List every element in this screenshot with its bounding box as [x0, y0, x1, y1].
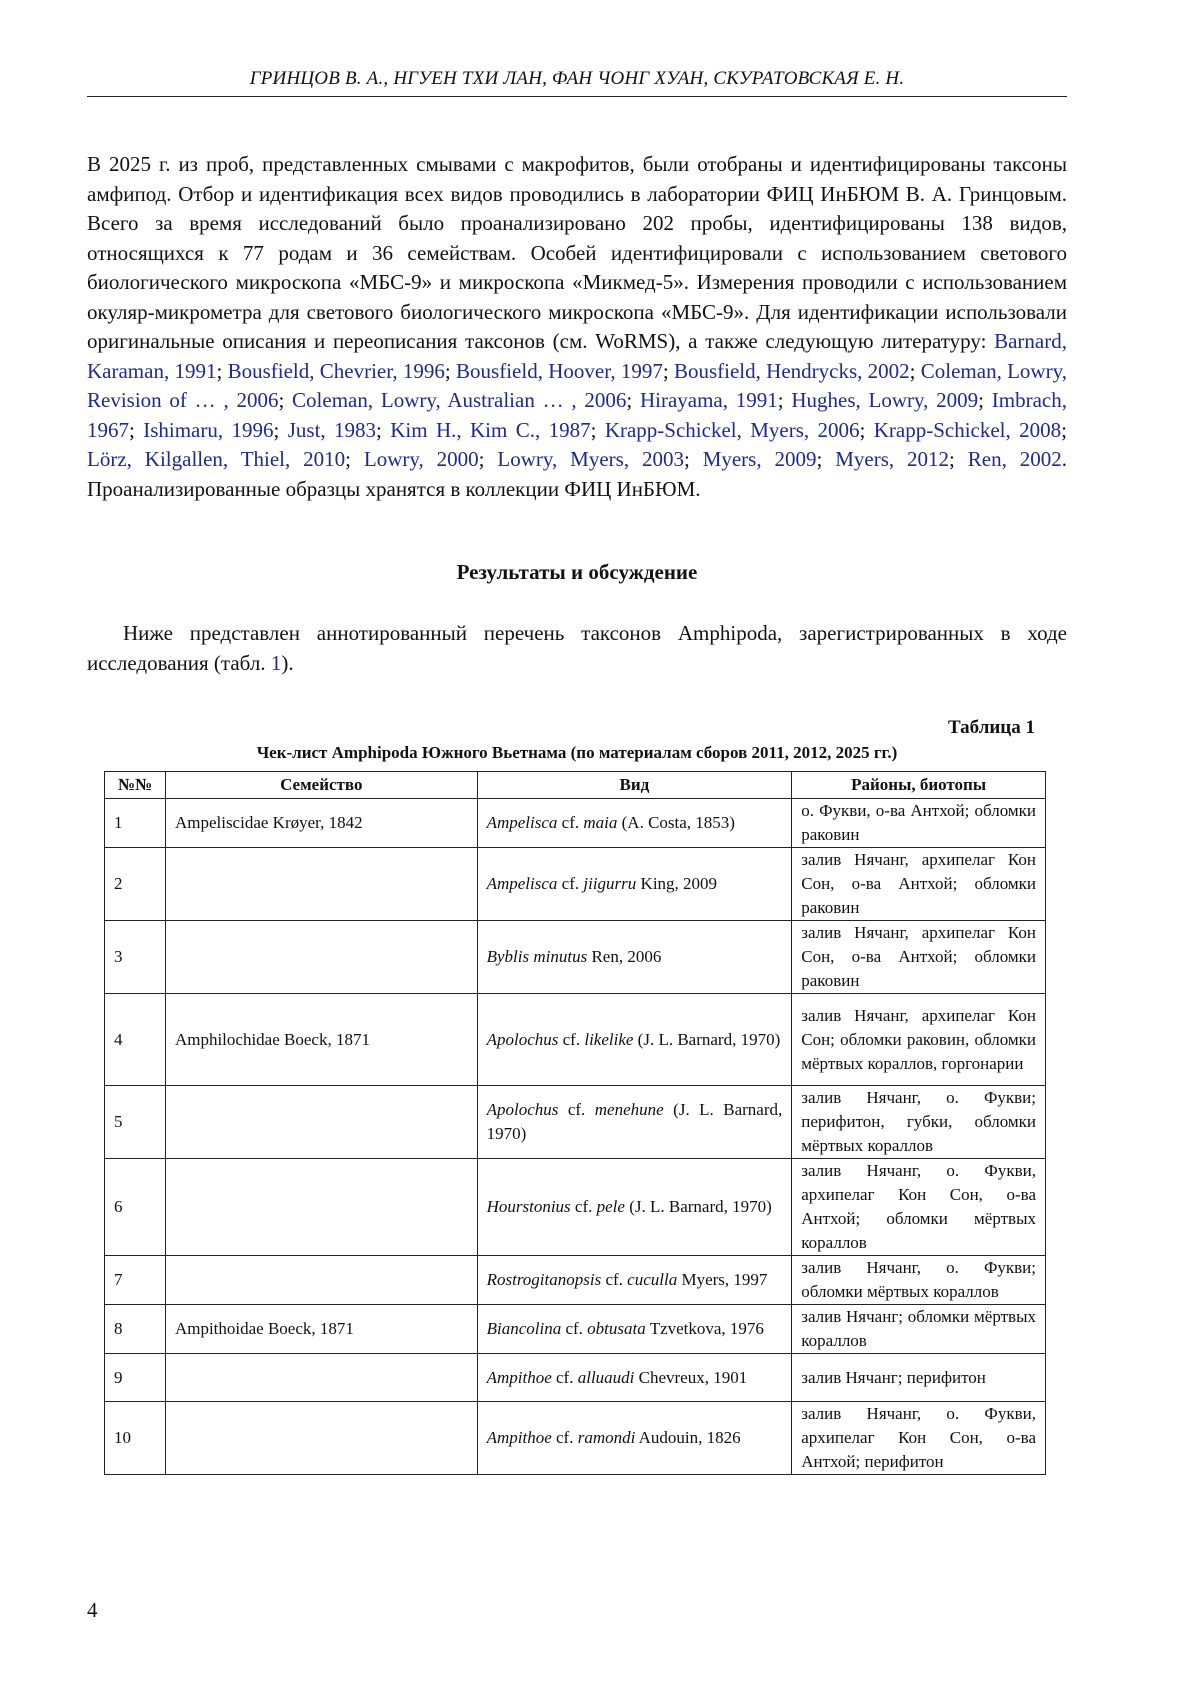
family-cell	[165, 1354, 477, 1402]
species-epithet: pele	[596, 1197, 625, 1216]
reference-link[interactable]: Bousfield, Hoover, 1997	[456, 358, 663, 383]
reference-link[interactable]: Myers, 2012	[835, 447, 950, 471]
area-cell: залив Нячанг; перифитон	[792, 1354, 1046, 1402]
species-cell	[477, 848, 792, 921]
species-cell	[477, 1086, 792, 1159]
species-qualifier: cf.	[561, 813, 580, 832]
species-cell	[477, 1305, 792, 1354]
methods-text-end: . Проанализированные образцы хранятся в коллекции ФИЦ ИнБЮМ.	[87, 447, 1067, 501]
table-row	[105, 1159, 1046, 1256]
reference-link[interactable]: Barnard, Karaman, 1991	[87, 329, 1067, 383]
species-cell	[477, 994, 792, 1086]
species-epithet: ramondi	[577, 1428, 636, 1447]
area-cell: залив Нячанг, архипелаг Кон Сон; обломки раковин, обломки мёртвых кораллов, горгонарии	[792, 994, 1046, 1086]
table-caption: Чек-лист Amphipoda Южного Вьетнама (по материалам сборов 2011, 2012, 2025 гг.)	[256, 743, 898, 762]
reference-separator: ;	[278, 388, 293, 412]
table-header-row	[105, 772, 1046, 799]
species-genus: Hourstonius	[486, 1197, 571, 1216]
species-genus: Apolochus	[486, 1100, 559, 1119]
row-number: 10	[105, 1402, 166, 1475]
row-number: 5	[105, 1086, 166, 1159]
reference-separator: ;	[345, 447, 364, 471]
species-genus: Ampithoe	[486, 1428, 552, 1447]
reference-separator: ;	[816, 447, 836, 471]
reference-separator: ;	[909, 358, 921, 383]
reference-separator: ;	[1061, 417, 1067, 442]
family-cell: Ampithoidae Boeck, 1871	[165, 1305, 477, 1354]
table-row	[105, 799, 1046, 848]
reference-link[interactable]: Ishimaru, 1996	[143, 417, 274, 442]
family-cell	[165, 921, 477, 994]
species-author: Tzvetkova, 1976	[649, 1319, 764, 1338]
row-number: 6	[105, 1159, 166, 1256]
species-epithet: obtusata	[587, 1319, 646, 1338]
methods-text: В 2025 г. из проб, представленных смывами с макрофитов, были отобраны и идентифицированы таксоны амфипод. Отбор и идентификация всех видов проводились в лаборатории ФИЦ ИнБЮМ В. А. Гринцовым. Всего за время исследований было проанализировано 202 пробы, идентифицированы 138 видов, относящихся к 77 родам и 36 семействам. Особей идентифицировали с использованием светового биологического микроскопа «МБС-9» и микроскопа «Микмед-5». Измерения проводили с использованием окуляр-микрометра для светового биологического микроскопа «МБС-9». Для идентификации использовали оригинальные описания и переописания таксонов (см. WoRMS), а также следующую литературу:	[87, 152, 1067, 353]
header-rule	[87, 96, 1067, 97]
reference-separator: ;	[662, 358, 674, 383]
species-author: (J. L. Barnard, 1970)	[629, 1197, 772, 1216]
species-genus: Ampelisca	[486, 874, 558, 893]
reference-link[interactable]: Lörz, Kilgallen, Thiel, 2010	[87, 447, 346, 471]
reference-separator: ;	[444, 358, 457, 383]
reference-separator: ;	[777, 388, 792, 412]
area-cell: залив Нячанг, о. Фукви; обломки мёртвых кораллов	[792, 1256, 1046, 1305]
species-cell	[477, 1354, 792, 1402]
species-epithet: cuculla	[627, 1270, 678, 1289]
row-number: 2	[105, 848, 166, 921]
area-cell: залив Нячанг, о. Фукви; перифитон, губки, обломки мёртвых кораллов	[792, 1086, 1046, 1159]
species-genus: Ampithoe	[486, 1367, 552, 1387]
row-number: 1	[105, 799, 166, 848]
reference-separator: ;	[626, 388, 640, 412]
species-epithet: menehune	[594, 1100, 664, 1119]
species-qualifier: cf.	[574, 1197, 593, 1216]
species-cell	[477, 1159, 792, 1256]
page-number: 4	[87, 1598, 98, 1622]
header-family: Семейство	[165, 772, 477, 799]
table-reference-link[interactable]: 1	[270, 650, 282, 675]
row-number: 3	[105, 921, 166, 994]
table-row	[105, 1305, 1046, 1354]
area-cell: залив Нячанг, архипелаг Кон Сон, о-ва Антхой; обломки раковин	[792, 921, 1046, 994]
reference-link[interactable]: Lowry, 2000	[363, 447, 479, 471]
species-author: Audouin, 1826	[638, 1428, 741, 1447]
reference-link[interactable]: Coleman, Lowry, Revision of … , 2006	[87, 358, 1067, 412]
species-qualifier: cf.	[605, 1270, 623, 1289]
species-epithet: likelike	[584, 1029, 634, 1049]
header-number: №№	[105, 772, 166, 799]
species-genus: Biancolina	[486, 1319, 562, 1338]
reference-separator: ;	[590, 417, 605, 442]
methods-paragraph	[87, 150, 1067, 504]
species-author: Ren, 2006	[591, 947, 662, 966]
results-paragraph	[87, 619, 1067, 678]
reference-link[interactable]: Krapp-Schickel, 2008	[873, 417, 1062, 442]
reference-separator: ;	[376, 417, 391, 442]
header-areas: Районы, биотопы	[792, 772, 1046, 799]
species-cell	[477, 799, 792, 848]
reference-link[interactable]: Hughes, Lowry, 2009	[791, 388, 979, 412]
species-cell	[477, 921, 792, 994]
species-qualifier: cf.	[561, 874, 580, 893]
family-cell	[165, 848, 477, 921]
row-number: 7	[105, 1256, 166, 1305]
reference-link[interactable]: Just, 1983	[287, 417, 377, 442]
species-qualifier: cf.	[556, 1367, 574, 1387]
row-number: 9	[105, 1354, 166, 1402]
header-species: Вид	[477, 772, 792, 799]
species-qualifier: cf.	[567, 1100, 586, 1119]
species-epithet: jiigurru	[583, 874, 637, 893]
species-author: Myers, 1997	[681, 1270, 768, 1289]
reference-link[interactable]: Imbrach, 1967	[87, 388, 1067, 442]
running-header: ГРИНЦОВ В. А., НГУЕН ТХИ ЛАН, ФАН ЧОНГ ХУАН, СКУРАТОВСКАЯ Е. Н.	[249, 68, 905, 89]
species-author: (J. L. Barnard, 1970)	[486, 1100, 783, 1143]
reference-link[interactable]: Lowry, Myers, 2003	[497, 447, 684, 471]
species-qualifier: cf.	[556, 1428, 574, 1447]
species-cell	[477, 1402, 792, 1475]
area-cell: о. Фукви, о-ва Антхой; обломки раковин	[792, 799, 1046, 848]
reference-separator: ;	[216, 358, 228, 383]
reference-link[interactable]: Kim H., Kim C., 1987	[390, 417, 591, 442]
area-cell: залив Нячанг, о. Фукви, архипелаг Кон Сон, о-ва Антхой; обломки мёртвых кораллов	[792, 1159, 1046, 1256]
family-cell	[165, 1256, 477, 1305]
species-epithet: maia	[583, 813, 618, 832]
reference-separator: ;	[978, 388, 992, 412]
reference-link[interactable]: Coleman, Lowry, Australian … , 2006	[292, 388, 627, 412]
row-number: 4	[105, 994, 166, 1086]
species-qualifier: cf.	[565, 1319, 583, 1338]
species-genus: Apolochus	[486, 1029, 559, 1049]
area-cell: залив Нячанг, о. Фукви, архипелаг Кон Сон, о-ва Антхой; перифитон	[792, 1402, 1046, 1475]
checklist-table	[104, 771, 1046, 1475]
reference-link[interactable]: Hirayama, 1991	[639, 388, 778, 412]
table-row	[105, 848, 1046, 921]
species-author: King, 2009	[640, 874, 718, 893]
reference-separator: ;	[273, 417, 288, 442]
results-text: Ниже представлен аннотированный перечень таксонов Amphipoda, зарегистрированных в ходе исследования (табл.	[87, 621, 1067, 675]
family-cell: Ampeliscidae Krøyer, 1842	[165, 799, 477, 848]
reference-link[interactable]: Krapp-Schickel, Myers, 2006	[604, 417, 860, 442]
species-author: Chevreux, 1901	[638, 1367, 748, 1387]
species-genus: Rostrogitanopsis	[486, 1270, 602, 1289]
area-cell: залив Нячанг, архипелаг Кон Сон, о-ва Антхой; обломки раковин	[792, 848, 1046, 921]
results-text-end: ).	[281, 650, 294, 675]
reference-link[interactable]: Bousfield, Hendrycks, 2002	[673, 358, 910, 383]
reference-link[interactable]: Bousfield, Chevrier, 1996	[227, 358, 445, 383]
reference-separator: ;	[859, 417, 874, 442]
family-cell	[165, 1159, 477, 1256]
family-cell	[165, 1086, 477, 1159]
reference-separator: ;	[949, 447, 968, 471]
species-qualifier: cf.	[562, 1029, 581, 1049]
species-genus: Byblis	[486, 947, 530, 966]
table-row	[105, 994, 1046, 1086]
table-number: Таблица 1	[947, 717, 1035, 738]
reference-separator: ;	[683, 447, 703, 471]
table-row	[105, 921, 1046, 994]
table-row	[105, 1402, 1046, 1475]
area-cell: залив Нячанг; обломки мёртвых кораллов	[792, 1305, 1046, 1354]
family-cell	[165, 1402, 477, 1475]
reference-link[interactable]: Myers, 2009	[702, 447, 817, 471]
species-genus: Ampelisca	[486, 813, 558, 832]
section-heading: Результаты и обсуждение	[456, 560, 698, 584]
table-row	[105, 1086, 1046, 1159]
species-author: (J. L. Barnard, 1970)	[637, 1029, 781, 1049]
reference-separator: ;	[129, 417, 144, 442]
species-epithet: alluaudi	[577, 1367, 635, 1387]
reference-separator: ;	[478, 447, 498, 471]
species-epithet: minutus	[533, 947, 588, 966]
table-row	[105, 1354, 1046, 1402]
reference-link[interactable]: Ren, 2002	[967, 447, 1062, 471]
species-cell	[477, 1256, 792, 1305]
family-cell: Amphilochidae Boeck, 1871	[165, 994, 477, 1086]
table-row	[105, 1256, 1046, 1305]
row-number: 8	[105, 1305, 166, 1354]
species-author: (A. Costa, 1853)	[621, 813, 735, 832]
